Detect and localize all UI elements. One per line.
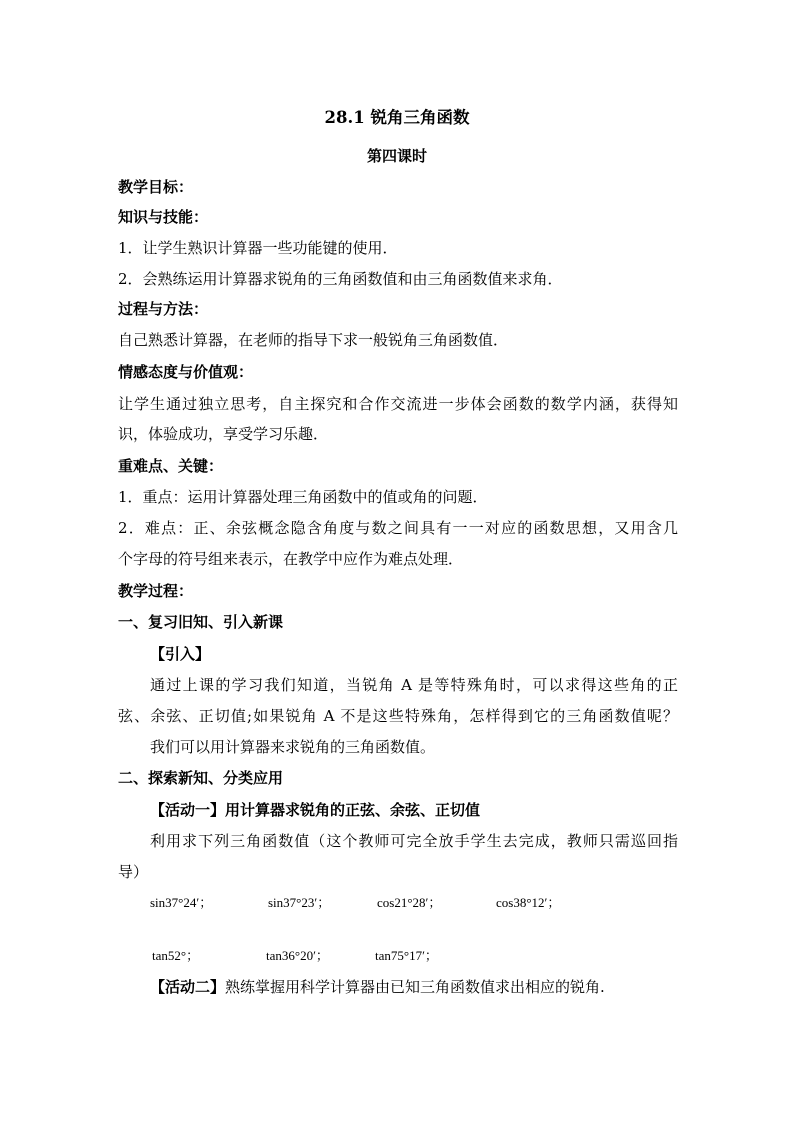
knowledge-item-2: 2．会熟练运用计算器求锐角的三角函数值和由三角函数值来求角． xyxy=(118,270,563,288)
key-point-2-line-2: 个字母的符号组来表示，在教学中应作为难点处理． xyxy=(118,550,464,568)
function-item: sin37°24′； xyxy=(150,895,213,910)
activity-1-desc-line-2: 导） xyxy=(118,863,149,881)
teaching-process-heading: 教学过程： xyxy=(118,582,194,600)
objectives-heading: 教学目标： xyxy=(118,178,194,196)
intro-paragraph-line-2: 弦、余弦、正切值;如果锐角 A 不是这些特殊角，怎样得到它的三角函数值呢？ xyxy=(118,707,678,725)
intro-paragraph-2: 我们可以用计算器来求锐角的三角函数值。 xyxy=(150,738,436,756)
activity-1-heading: 【活动一】用计算器求锐角的正弦、余弦、正切值 xyxy=(150,801,481,819)
attitude-paragraph-line-1: 让学生通过独立思考，自主探究和合作交流进一步体会函数的数学内涵，获得知 xyxy=(118,395,678,413)
function-item: sin37°23′； xyxy=(268,895,331,910)
intro-label: 【引入】 xyxy=(150,645,211,663)
knowledge-item-1: 1．让学生熟识计算器一些功能键的使用． xyxy=(118,239,398,257)
section-1-heading: 一、复习旧知、引入新课 xyxy=(118,613,284,631)
key-points-heading: 重难点、关键： xyxy=(118,457,224,475)
function-item: tan52°； xyxy=(152,948,200,963)
function-item: cos21°28′； xyxy=(377,895,442,910)
document-subtitle: 第四课时 xyxy=(366,147,427,165)
process-method-item-1: 自己熟悉计算器，在老师的指导下求一般锐角三角函数值． xyxy=(118,331,509,349)
attitude-heading: 情感态度与价值观： xyxy=(118,363,254,381)
activity-2-text: 熟练掌握用科学计算器由已知三角函数值求出相应的锐角. xyxy=(225,978,605,996)
key-point-2-line-1: 2．难点：正、余弦概念隐含角度与数之间具有一一对应的函数思想，又用含几 xyxy=(118,519,678,537)
function-item: tan75°17′； xyxy=(375,948,438,963)
activity-2-label: 【活动二】 xyxy=(150,978,226,996)
intro-paragraph-line-1: 通过上课的学习我们知道，当锐角 A 是等特殊角时，可以求得这些角的正 xyxy=(150,676,678,694)
document-title: 28.1 锐角三角函数 xyxy=(324,108,470,127)
activity-2-line xyxy=(150,977,710,997)
function-item: cos38°12′； xyxy=(496,895,561,910)
section-2-heading: 二、探索新知、分类应用 xyxy=(118,769,284,787)
key-point-1: 1．重点：运用计算器处理三角函数中的值或角的问题． xyxy=(118,488,488,506)
function-item: tan36°20′； xyxy=(266,948,329,963)
attitude-paragraph-line-2: 识，体验成功，享受学习乐趣． xyxy=(118,425,329,443)
process-method-heading: 过程与方法： xyxy=(118,300,209,318)
activity-1-desc-line-1: 利用求下列三角函数值（这个教师可完全放手学生去完成，教师只需巡回指 xyxy=(150,832,678,850)
knowledge-heading: 知识与技能： xyxy=(118,208,209,226)
